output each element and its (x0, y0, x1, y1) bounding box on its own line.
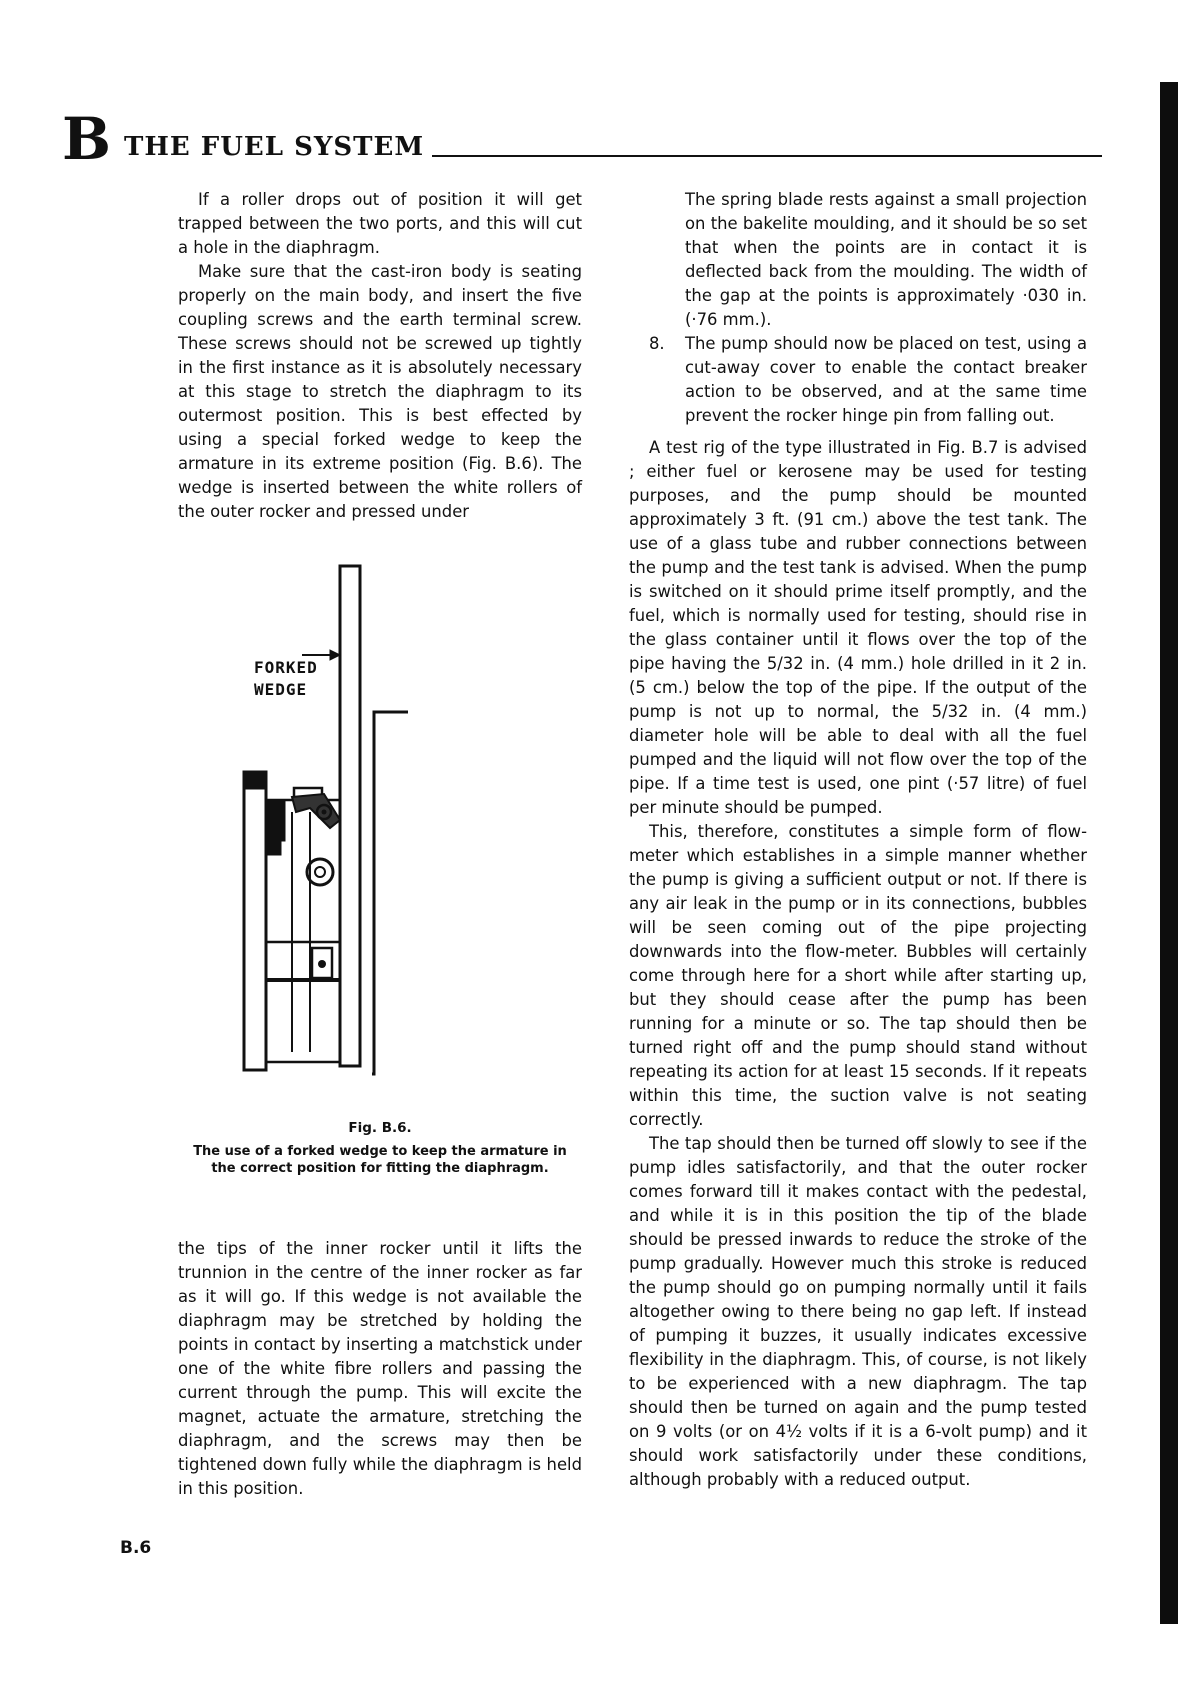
page-header (62, 105, 1102, 173)
figure-b6 (240, 562, 470, 1122)
paragraph: The tap should then be turned off slowly to see if the pump idles satisfactorily, and that the outer rocker comes forward till it makes contact with the pedestal, and while it is in this position the tip of the blade should be pressed inwards to reduce the stroke of the pump gradually. However much this stroke is reduced the pump should go on pumping normally until it fails altogether owing to there being no gap left. If instead of pumping it buzzes, it usually indicates excessive flexibility in the diaphragm. This, of course, is not likely to be experienced with a new diaphragm. The tap should then be turned on again and the pump tested on 9 volts (or on 4½ volts if it is a 6-volt pump) and it should work satisfactorily under these conditions, although probably with a reduced output. (629, 1134, 1087, 1489)
caption-text: The use of a forked wedge to keep the armature in the correct position for fitting the diaphragm. (193, 1144, 567, 1176)
paragraph: This, therefore, constitutes a simple form of flow-meter which establishes in a simple manner whether the pump is giving a sufficient output or not. If there is any air leak in the pump or in its connections, bubbles will be seen coming out of the pipe projecting downwards into the flow-meter. Bubbles will certainly come through here for a short while after starting up, but they should cease after the pump has been running for a minute or so. The tap should then be turned right off and the pump should stand without repeating its action for at least 15 seconds. If it repeats within this time, the suction valve is not seating correctly. (629, 822, 1087, 1129)
figure-label: FORKED WEDGE (254, 658, 318, 699)
item-text: The pump should now be placed on test, using a cut-away cover to enable the contact breaker action to be observed, and at the same time prevent the rocker hinge pin from falling out. (685, 334, 1087, 425)
paragraph: If a roller drops out of position it will get trapped between the two ports, and this will cut a hole in the diaphragm. (178, 190, 582, 257)
figure-number: Fig. B.6. (348, 1120, 412, 1136)
wedge-bar (340, 566, 360, 1066)
numbered-item-8 (629, 332, 1087, 428)
left-column-bottom (178, 1237, 582, 1501)
section-title: THE FUEL SYSTEM (124, 132, 425, 162)
paragraph: The spring blade rests against a small projection on the bakelite moulding, and it should be so set that when the points are in contact it is deflected back from the moulding. The width of the gap at the points is approximately ·030 in. (·76 mm.). (685, 190, 1087, 329)
left-column-top (178, 188, 582, 524)
page-number: B.6 (120, 1538, 152, 1558)
section-letter: B (62, 105, 110, 173)
forked-wedge-illustration (240, 562, 470, 1122)
page-edge-bar (1160, 82, 1178, 1624)
figure-caption (190, 1120, 570, 1177)
item-number: 8. (649, 334, 665, 353)
paragraph: Make sure that the cast-iron body is seating properly on the main body, and insert the five coupling screws and the earth terminal screw. These screws should not be screwed up tightly in the first instance as it is absolutely necessary at this stage to stretch the diaphragm to its outermost position. This is best effected by using a special forked wedge to keep the armature in its extreme position (Fig. B.6). The wedge is inserted between the white rollers of the outer rocker and pressed under (178, 262, 582, 521)
header-rule (432, 155, 1102, 157)
right-column (629, 188, 1087, 1492)
paragraph: the tips of the inner rocker until it lifts the trunnion in the centre of the inner rocker as far as it will go. If this wedge is not available the diaphragm may be stretched by holding the points in contact by inserting a matchstick under one of the white fibre rollers and passing the current through the pump. This will excite the magnet, actuate the armature, stretching the diaphragm, and the screws may then be tightened down fully while the diaphragm is held in this position. (178, 1239, 582, 1498)
paragraph: A test rig of the type illustrated in Fig. B.7 is advised ; either fuel or kerosene may be used for testing purposes, and the pump should be mounted approximately 3 ft. (91 cm.) above the test tank. The use of a glass tube and rubber connections between the pump and the test tank is advised. When the pump is switched on it should prime itself promptly, and the fuel, which is normally used for testing, should rise in the glass container until it flows over the top of the pipe having the 5/32 in. (4 mm.) hole drilled in it 2 in. (5 cm.) below the top of the pipe. If the output of the pump is not up to normal, the 5/32 in. (4 mm.) diameter hole will be able to deal with all the fuel pumped and the liquid will not flow over the top of the pipe. If a time test is used, one pint (·57 litre) of fuel per minute should be pumped. (629, 438, 1087, 817)
